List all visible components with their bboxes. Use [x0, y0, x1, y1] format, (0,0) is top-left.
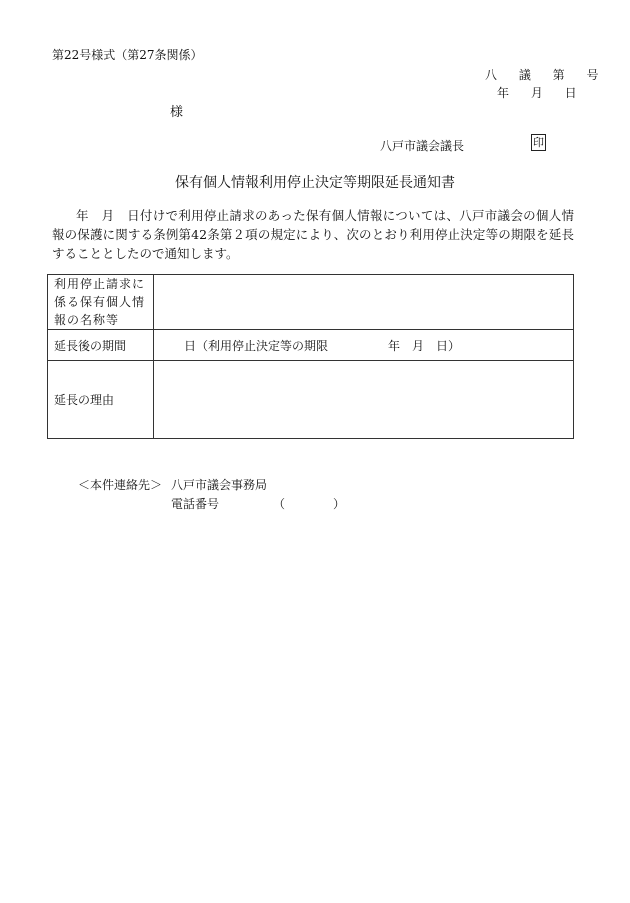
sender-name: 八戸市議会議長	[380, 139, 465, 153]
extended-period-label: 延長後の期間	[48, 330, 154, 361]
extended-period-text: 日（利用停止決定等の期限 年 月 日）	[184, 338, 461, 353]
seal-stamp: 印	[533, 136, 544, 149]
body-paragraph	[52, 206, 574, 263]
extension-reason-value[interactable]	[154, 361, 574, 439]
extension-reason-label: 延長の理由	[48, 361, 154, 439]
contact-office: 八戸市議会事務局	[171, 478, 268, 492]
addressee-suffix: 様	[170, 105, 184, 120]
extended-period-value[interactable]	[154, 330, 574, 361]
table-row	[48, 330, 574, 361]
date-line: 年 月 日	[497, 86, 586, 100]
document-title: 保有個人情報利用停止決定等期限延長通知書	[175, 175, 455, 191]
contact-phone: 電話番号 （ ）	[171, 497, 346, 511]
info-name-value[interactable]	[154, 275, 574, 330]
details-table	[47, 274, 574, 439]
table-cell-label	[48, 275, 154, 330]
info-name-label: 利用停止請求に係る保有個人情報の名称等	[54, 277, 146, 327]
table-row	[48, 275, 574, 330]
body-text: 年 月 日付けで利用停止請求のあった保有個人情報については、八戸市議会の個人情報の保護に関する条例第42条第２項の規定により、次のとおり利用停止決定等の期限を延長することとしたので通知します。	[52, 208, 574, 261]
contact-label: ＜本件連絡先＞	[78, 478, 163, 492]
form-number: 第22号様式（第27条関係）	[52, 48, 203, 62]
reference-number: 八 議 第 号	[485, 68, 608, 82]
table-row	[48, 361, 574, 439]
